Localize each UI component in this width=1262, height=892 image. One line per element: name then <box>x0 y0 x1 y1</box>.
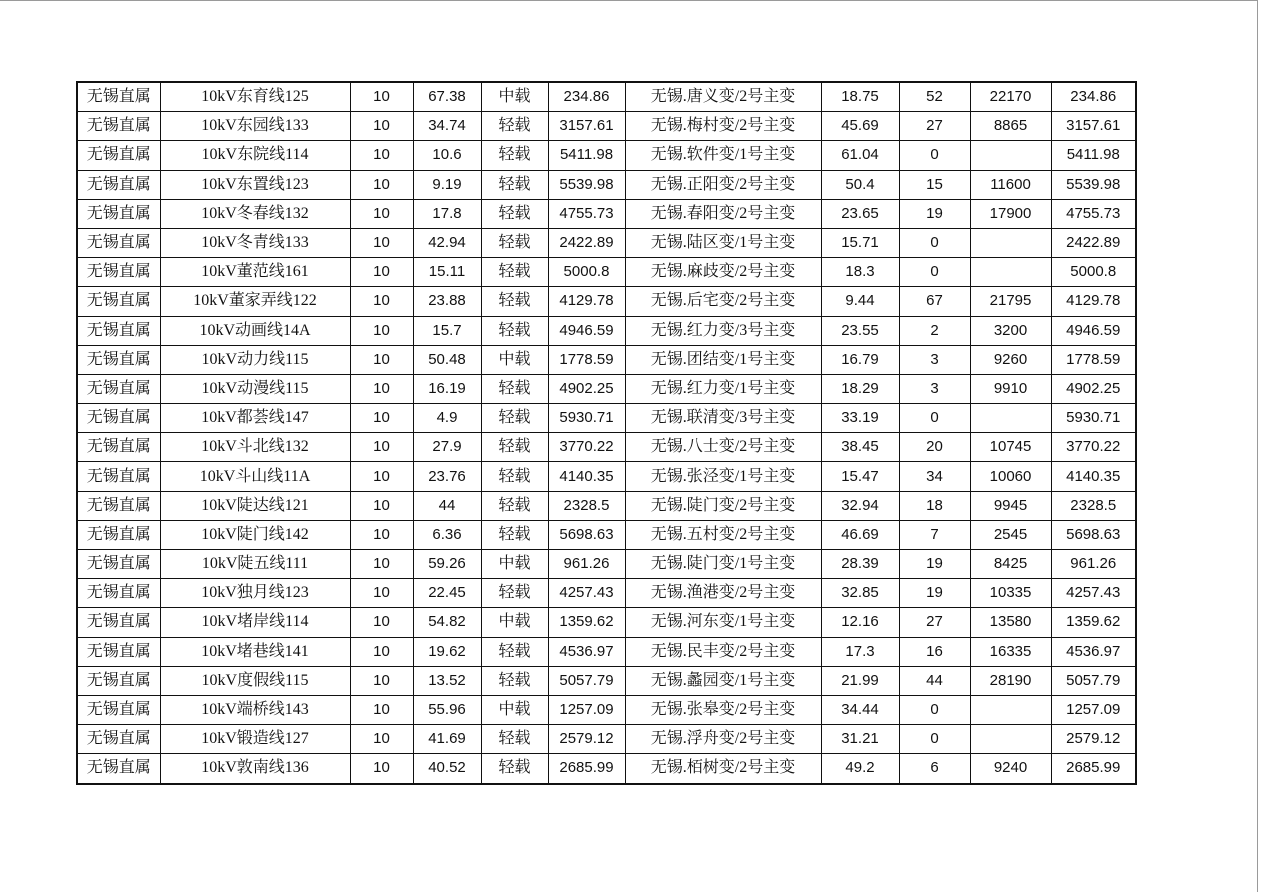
line-name-cell: 10kV东园线133 <box>160 112 350 141</box>
amount-cell: 10060 <box>970 462 1051 491</box>
transformer-rate-cell: 23.55 <box>821 316 899 345</box>
transformer-cell: 无锡.麻歧变/2号主变 <box>625 258 821 287</box>
transformer-cell: 无锡.唐义变/2号主变 <box>625 82 821 112</box>
amount-cell: 3200 <box>970 316 1051 345</box>
org-cell: 无锡直属 <box>77 579 160 608</box>
voltage-cell: 10 <box>350 666 413 695</box>
page-edge-top <box>0 0 1258 1</box>
load-rate-cell: 4.9 <box>413 404 481 433</box>
voltage-cell: 10 <box>350 287 413 316</box>
load-rate-cell: 17.8 <box>413 199 481 228</box>
line-name-cell: 10kV都荟线147 <box>160 404 350 433</box>
voltage-cell: 10 <box>350 695 413 724</box>
transformer-cell: 无锡.蠡园变/1号主变 <box>625 666 821 695</box>
load-rate-cell: 40.52 <box>413 754 481 784</box>
load-rate-cell: 10.6 <box>413 141 481 170</box>
capacity-cell: 2579.12 <box>548 725 625 754</box>
voltage-cell: 10 <box>350 345 413 374</box>
margin-cell: 5057.79 <box>1051 666 1136 695</box>
capacity-cell: 2328.5 <box>548 491 625 520</box>
table-row <box>77 82 1136 112</box>
transformer-rate-cell: 31.21 <box>821 725 899 754</box>
load-rate-cell: 67.38 <box>413 82 481 112</box>
line-name-cell: 10kV陡达线121 <box>160 491 350 520</box>
load-rate-cell: 15.11 <box>413 258 481 287</box>
org-cell: 无锡直属 <box>77 228 160 257</box>
load-rate-cell: 19.62 <box>413 637 481 666</box>
org-cell: 无锡直属 <box>77 287 160 316</box>
org-cell: 无锡直属 <box>77 258 160 287</box>
transformer-cell: 无锡.陡门变/1号主变 <box>625 550 821 579</box>
count-cell: 15 <box>899 170 970 199</box>
margin-cell: 1778.59 <box>1051 345 1136 374</box>
transformer-rate-cell: 28.39 <box>821 550 899 579</box>
transformer-cell: 无锡.后宅变/2号主变 <box>625 287 821 316</box>
voltage-cell: 10 <box>350 491 413 520</box>
voltage-cell: 10 <box>350 82 413 112</box>
count-cell: 6 <box>899 754 970 784</box>
transformer-cell: 无锡.河东变/1号主变 <box>625 608 821 637</box>
amount-cell: 28190 <box>970 666 1051 695</box>
table-row <box>77 345 1136 374</box>
count-cell: 2 <box>899 316 970 345</box>
line-name-cell: 10kV敦南线136 <box>160 754 350 784</box>
page-edge-right <box>1257 0 1258 892</box>
line-name-cell: 10kV堵巷线141 <box>160 637 350 666</box>
count-cell: 3 <box>899 345 970 374</box>
count-cell: 7 <box>899 520 970 549</box>
transformer-rate-cell: 32.94 <box>821 491 899 520</box>
org-cell: 无锡直属 <box>77 462 160 491</box>
margin-cell: 4946.59 <box>1051 316 1136 345</box>
table-row <box>77 695 1136 724</box>
org-cell: 无锡直属 <box>77 491 160 520</box>
load-rate-cell: 41.69 <box>413 725 481 754</box>
amount-cell: 21795 <box>970 287 1051 316</box>
capacity-cell: 1359.62 <box>548 608 625 637</box>
capacity-cell: 5057.79 <box>548 666 625 695</box>
margin-cell: 5930.71 <box>1051 404 1136 433</box>
amount-cell: 13580 <box>970 608 1051 637</box>
table-row <box>77 754 1136 784</box>
table-row <box>77 170 1136 199</box>
margin-cell: 5698.63 <box>1051 520 1136 549</box>
capacity-cell: 4755.73 <box>548 199 625 228</box>
table-row <box>77 550 1136 579</box>
voltage-cell: 10 <box>350 637 413 666</box>
org-cell: 无锡直属 <box>77 316 160 345</box>
load-status-cell: 轻载 <box>481 404 548 433</box>
capacity-cell: 234.86 <box>548 82 625 112</box>
org-cell: 无锡直属 <box>77 695 160 724</box>
margin-cell: 1257.09 <box>1051 695 1136 724</box>
capacity-cell: 3157.61 <box>548 112 625 141</box>
table-row <box>77 404 1136 433</box>
transformer-rate-cell: 16.79 <box>821 345 899 374</box>
amount-cell <box>970 404 1051 433</box>
load-status-cell: 轻载 <box>481 170 548 199</box>
voltage-cell: 10 <box>350 725 413 754</box>
table-row <box>77 374 1136 403</box>
load-status-cell: 轻载 <box>481 141 548 170</box>
voltage-cell: 10 <box>350 141 413 170</box>
line-name-cell: 10kV端桥线143 <box>160 695 350 724</box>
line-name-cell: 10kV陡门线142 <box>160 520 350 549</box>
voltage-cell: 10 <box>350 520 413 549</box>
table-row <box>77 725 1136 754</box>
load-status-cell: 轻载 <box>481 228 548 257</box>
org-cell: 无锡直属 <box>77 374 160 403</box>
voltage-cell: 10 <box>350 199 413 228</box>
table-row <box>77 433 1136 462</box>
load-status-cell: 轻载 <box>481 666 548 695</box>
count-cell: 52 <box>899 82 970 112</box>
amount-cell: 2545 <box>970 520 1051 549</box>
line-name-cell: 10kV冬春线132 <box>160 199 350 228</box>
voltage-cell: 10 <box>350 550 413 579</box>
capacity-cell: 961.26 <box>548 550 625 579</box>
count-cell: 0 <box>899 725 970 754</box>
count-cell: 0 <box>899 258 970 287</box>
amount-cell <box>970 141 1051 170</box>
amount-cell: 9910 <box>970 374 1051 403</box>
margin-cell: 5000.8 <box>1051 258 1136 287</box>
org-cell: 无锡直属 <box>77 666 160 695</box>
capacity-cell: 5411.98 <box>548 141 625 170</box>
amount-cell: 9945 <box>970 491 1051 520</box>
line-name-cell: 10kV斗北线132 <box>160 433 350 462</box>
load-status-cell: 中载 <box>481 550 548 579</box>
amount-cell: 8865 <box>970 112 1051 141</box>
table-row <box>77 666 1136 695</box>
count-cell: 27 <box>899 112 970 141</box>
capacity-cell: 1257.09 <box>548 695 625 724</box>
margin-cell: 2685.99 <box>1051 754 1136 784</box>
transformer-cell: 无锡.栢树变/2号主变 <box>625 754 821 784</box>
load-status-cell: 轻载 <box>481 199 548 228</box>
org-cell: 无锡直属 <box>77 433 160 462</box>
capacity-cell: 5698.63 <box>548 520 625 549</box>
load-rate-cell: 44 <box>413 491 481 520</box>
line-name-cell: 10kV董范线161 <box>160 258 350 287</box>
load-rate-cell: 42.94 <box>413 228 481 257</box>
load-rate-cell: 34.74 <box>413 112 481 141</box>
line-name-cell: 10kV陡五线111 <box>160 550 350 579</box>
transformer-rate-cell: 12.16 <box>821 608 899 637</box>
transformer-cell: 无锡.八士变/2号主变 <box>625 433 821 462</box>
voltage-cell: 10 <box>350 228 413 257</box>
load-status-cell: 轻载 <box>481 520 548 549</box>
capacity-cell: 5539.98 <box>548 170 625 199</box>
count-cell: 18 <box>899 491 970 520</box>
margin-cell: 4755.73 <box>1051 199 1136 228</box>
amount-cell <box>970 725 1051 754</box>
amount-cell <box>970 258 1051 287</box>
load-rate-cell: 54.82 <box>413 608 481 637</box>
voltage-cell: 10 <box>350 316 413 345</box>
table-row <box>77 316 1136 345</box>
margin-cell: 5539.98 <box>1051 170 1136 199</box>
line-name-cell: 10kV度假线115 <box>160 666 350 695</box>
org-cell: 无锡直属 <box>77 199 160 228</box>
margin-cell: 4902.25 <box>1051 374 1136 403</box>
transformer-cell: 无锡.渔港变/2号主变 <box>625 579 821 608</box>
amount-cell: 16335 <box>970 637 1051 666</box>
load-status-cell: 轻载 <box>481 112 548 141</box>
table-row <box>77 579 1136 608</box>
transformer-cell: 无锡.民丰变/2号主变 <box>625 637 821 666</box>
voltage-cell: 10 <box>350 374 413 403</box>
org-cell: 无锡直属 <box>77 725 160 754</box>
line-name-cell: 10kV独月线123 <box>160 579 350 608</box>
transformer-cell: 无锡.陆区变/1号主变 <box>625 228 821 257</box>
load-rate-cell: 16.19 <box>413 374 481 403</box>
capacity-cell: 4129.78 <box>548 287 625 316</box>
amount-cell: 10745 <box>970 433 1051 462</box>
transformer-cell: 无锡.团结变/1号主变 <box>625 345 821 374</box>
transformer-cell: 无锡.浮舟变/2号主变 <box>625 725 821 754</box>
load-status-cell: 中载 <box>481 345 548 374</box>
load-rate-cell: 15.7 <box>413 316 481 345</box>
capacity-cell: 1778.59 <box>548 345 625 374</box>
count-cell: 67 <box>899 287 970 316</box>
transformer-rate-cell: 21.99 <box>821 666 899 695</box>
table-body <box>77 82 1136 784</box>
org-cell: 无锡直属 <box>77 550 160 579</box>
count-cell: 0 <box>899 695 970 724</box>
transformer-rate-cell: 61.04 <box>821 141 899 170</box>
transformer-rate-cell: 9.44 <box>821 287 899 316</box>
margin-cell: 2579.12 <box>1051 725 1136 754</box>
amount-cell: 22170 <box>970 82 1051 112</box>
transformer-rate-cell: 45.69 <box>821 112 899 141</box>
line-name-cell: 10kV东置线123 <box>160 170 350 199</box>
org-cell: 无锡直属 <box>77 112 160 141</box>
load-rate-cell: 55.96 <box>413 695 481 724</box>
org-cell: 无锡直属 <box>77 608 160 637</box>
load-rate-cell: 23.88 <box>413 287 481 316</box>
transformer-rate-cell: 15.71 <box>821 228 899 257</box>
margin-cell: 1359.62 <box>1051 608 1136 637</box>
margin-cell: 3157.61 <box>1051 112 1136 141</box>
transformer-cell: 无锡.红力变/1号主变 <box>625 374 821 403</box>
load-rate-cell: 22.45 <box>413 579 481 608</box>
voltage-cell: 10 <box>350 433 413 462</box>
load-status-cell: 中载 <box>481 608 548 637</box>
transformer-rate-cell: 18.75 <box>821 82 899 112</box>
amount-cell: 17900 <box>970 199 1051 228</box>
transformer-cell: 无锡.软件变/1号主变 <box>625 141 821 170</box>
voltage-cell: 10 <box>350 754 413 784</box>
capacity-cell: 2685.99 <box>548 754 625 784</box>
load-rate-cell: 13.52 <box>413 666 481 695</box>
org-cell: 无锡直属 <box>77 637 160 666</box>
count-cell: 19 <box>899 199 970 228</box>
amount-cell <box>970 695 1051 724</box>
count-cell: 44 <box>899 666 970 695</box>
line-name-cell: 10kV东院线114 <box>160 141 350 170</box>
load-status-cell: 轻载 <box>481 433 548 462</box>
line-name-cell: 10kV动画线14A <box>160 316 350 345</box>
margin-cell: 5411.98 <box>1051 141 1136 170</box>
transformer-cell: 无锡.张皋变/2号主变 <box>625 695 821 724</box>
load-rate-cell: 50.48 <box>413 345 481 374</box>
load-rate-cell: 59.26 <box>413 550 481 579</box>
transformer-rate-cell: 18.29 <box>821 374 899 403</box>
transformer-rate-cell: 38.45 <box>821 433 899 462</box>
load-status-cell: 中载 <box>481 82 548 112</box>
margin-cell: 2422.89 <box>1051 228 1136 257</box>
load-rate-cell: 27.9 <box>413 433 481 462</box>
capacity-cell: 5000.8 <box>548 258 625 287</box>
amount-cell: 9240 <box>970 754 1051 784</box>
line-name-cell: 10kV斗山线11A <box>160 462 350 491</box>
voltage-cell: 10 <box>350 404 413 433</box>
line-name-cell: 10kV冬青线133 <box>160 228 350 257</box>
transformer-rate-cell: 32.85 <box>821 579 899 608</box>
margin-cell: 4257.43 <box>1051 579 1136 608</box>
org-cell: 无锡直属 <box>77 345 160 374</box>
voltage-cell: 10 <box>350 258 413 287</box>
line-name-cell: 10kV堵岸线114 <box>160 608 350 637</box>
margin-cell: 4536.97 <box>1051 637 1136 666</box>
transformer-rate-cell: 49.2 <box>821 754 899 784</box>
line-name-cell: 10kV东育线125 <box>160 82 350 112</box>
capacity-cell: 4946.59 <box>548 316 625 345</box>
transformer-rate-cell: 33.19 <box>821 404 899 433</box>
voltage-cell: 10 <box>350 112 413 141</box>
transformer-rate-cell: 46.69 <box>821 520 899 549</box>
load-status-cell: 轻载 <box>481 462 548 491</box>
transformer-cell: 无锡.红力变/3号主变 <box>625 316 821 345</box>
table-row <box>77 141 1136 170</box>
count-cell: 19 <box>899 550 970 579</box>
capacity-cell: 4257.43 <box>548 579 625 608</box>
org-cell: 无锡直属 <box>77 170 160 199</box>
table-row <box>77 112 1136 141</box>
transformer-cell: 无锡.五村变/2号主变 <box>625 520 821 549</box>
load-status-cell: 轻载 <box>481 287 548 316</box>
org-cell: 无锡直属 <box>77 82 160 112</box>
org-cell: 无锡直属 <box>77 141 160 170</box>
load-status-cell: 轻载 <box>481 374 548 403</box>
transformer-rate-cell: 34.44 <box>821 695 899 724</box>
transformer-rate-cell: 18.3 <box>821 258 899 287</box>
count-cell: 19 <box>899 579 970 608</box>
count-cell: 0 <box>899 141 970 170</box>
table-row <box>77 608 1136 637</box>
line-name-cell: 10kV动力线115 <box>160 345 350 374</box>
count-cell: 3 <box>899 374 970 403</box>
margin-cell: 4129.78 <box>1051 287 1136 316</box>
amount-cell <box>970 228 1051 257</box>
count-cell: 0 <box>899 404 970 433</box>
transformer-cell: 无锡.正阳变/2号主变 <box>625 170 821 199</box>
margin-cell: 4140.35 <box>1051 462 1136 491</box>
load-status-cell: 轻载 <box>481 579 548 608</box>
org-cell: 无锡直属 <box>77 754 160 784</box>
voltage-cell: 10 <box>350 608 413 637</box>
load-status-cell: 轻载 <box>481 754 548 784</box>
transformer-rate-cell: 17.3 <box>821 637 899 666</box>
line-name-cell: 10kV锻造线127 <box>160 725 350 754</box>
transformer-rate-cell: 15.47 <box>821 462 899 491</box>
count-cell: 16 <box>899 637 970 666</box>
margin-cell: 234.86 <box>1051 82 1136 112</box>
feeder-load-table <box>76 81 1137 785</box>
load-status-cell: 轻载 <box>481 637 548 666</box>
load-status-cell: 中载 <box>481 695 548 724</box>
capacity-cell: 4536.97 <box>548 637 625 666</box>
table-row <box>77 258 1136 287</box>
voltage-cell: 10 <box>350 170 413 199</box>
table-row <box>77 637 1136 666</box>
amount-cell: 9260 <box>970 345 1051 374</box>
transformer-rate-cell: 50.4 <box>821 170 899 199</box>
transformer-rate-cell: 23.65 <box>821 199 899 228</box>
amount-cell: 8425 <box>970 550 1051 579</box>
line-name-cell: 10kV董家弄线122 <box>160 287 350 316</box>
load-rate-cell: 9.19 <box>413 170 481 199</box>
table-row <box>77 462 1136 491</box>
count-cell: 0 <box>899 228 970 257</box>
line-name-cell: 10kV动漫线115 <box>160 374 350 403</box>
count-cell: 20 <box>899 433 970 462</box>
load-status-cell: 轻载 <box>481 725 548 754</box>
load-rate-cell: 6.36 <box>413 520 481 549</box>
transformer-cell: 无锡.梅村变/2号主变 <box>625 112 821 141</box>
table-row <box>77 491 1136 520</box>
load-status-cell: 轻载 <box>481 491 548 520</box>
load-rate-cell: 23.76 <box>413 462 481 491</box>
capacity-cell: 4140.35 <box>548 462 625 491</box>
org-cell: 无锡直属 <box>77 520 160 549</box>
capacity-cell: 2422.89 <box>548 228 625 257</box>
voltage-cell: 10 <box>350 462 413 491</box>
transformer-cell: 无锡.陡门变/2号主变 <box>625 491 821 520</box>
amount-cell: 10335 <box>970 579 1051 608</box>
transformer-cell: 无锡.联清变/3号主变 <box>625 404 821 433</box>
count-cell: 34 <box>899 462 970 491</box>
table-row <box>77 287 1136 316</box>
capacity-cell: 4902.25 <box>548 374 625 403</box>
table-row <box>77 520 1136 549</box>
count-cell: 27 <box>899 608 970 637</box>
transformer-cell: 无锡.张泾变/1号主变 <box>625 462 821 491</box>
load-status-cell: 轻载 <box>481 258 548 287</box>
margin-cell: 961.26 <box>1051 550 1136 579</box>
table-row <box>77 228 1136 257</box>
margin-cell: 2328.5 <box>1051 491 1136 520</box>
org-cell: 无锡直属 <box>77 404 160 433</box>
transformer-cell: 无锡.春阳变/2号主变 <box>625 199 821 228</box>
table-row <box>77 199 1136 228</box>
capacity-cell: 5930.71 <box>548 404 625 433</box>
margin-cell: 3770.22 <box>1051 433 1136 462</box>
load-status-cell: 轻载 <box>481 316 548 345</box>
amount-cell: 11600 <box>970 170 1051 199</box>
voltage-cell: 10 <box>350 579 413 608</box>
capacity-cell: 3770.22 <box>548 433 625 462</box>
